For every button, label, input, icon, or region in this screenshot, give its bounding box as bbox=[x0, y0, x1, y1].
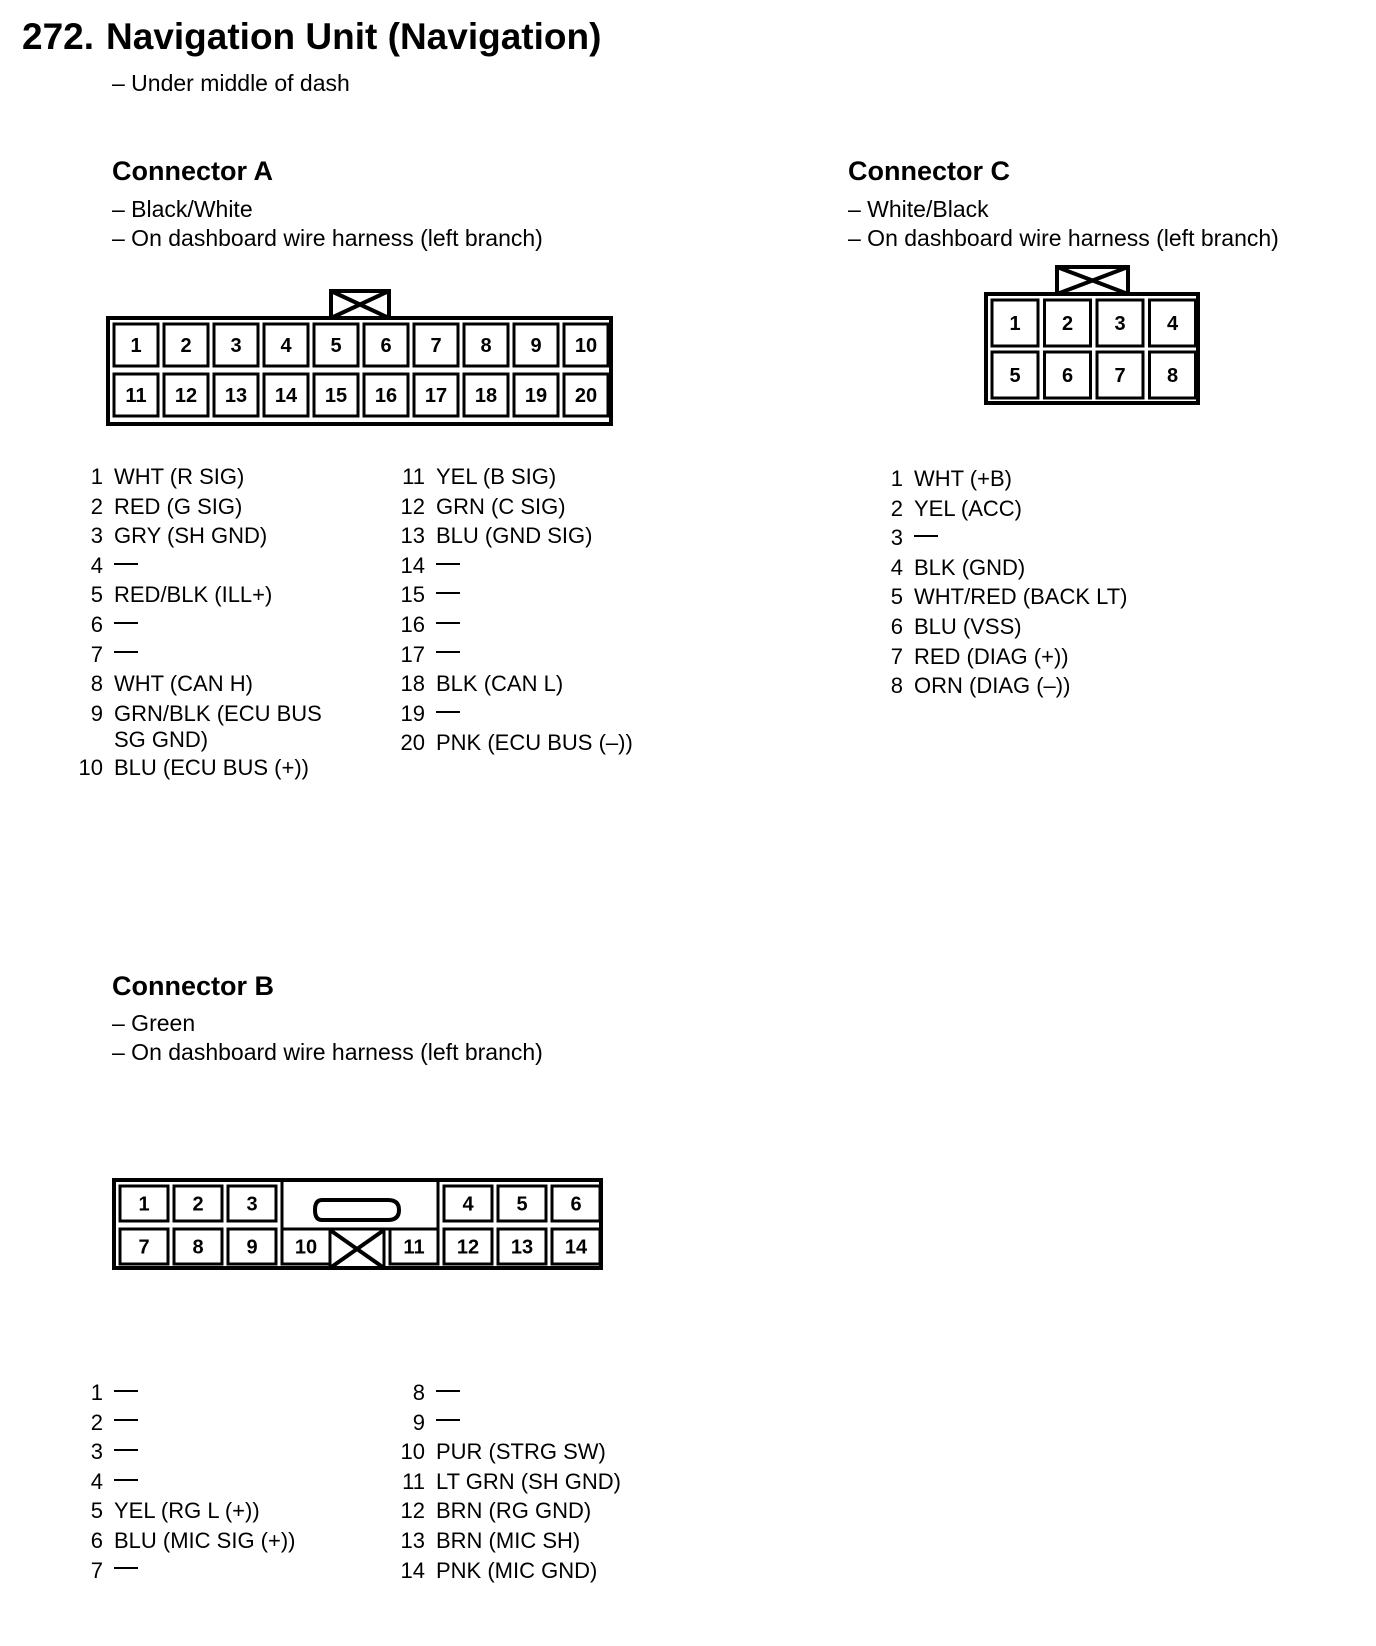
connector-b-pin-label: 11 bbox=[403, 1236, 425, 1259]
pin-number: 6 bbox=[90, 1527, 103, 1553]
no-wire-dash bbox=[436, 651, 460, 653]
pin-number: 10 bbox=[400, 1439, 425, 1465]
pin-wire: WHT (R SIG) bbox=[114, 464, 245, 489]
pin-row bbox=[72, 1437, 296, 1467]
pin-wire: WHT/RED (BACK LT) bbox=[914, 584, 1128, 610]
pin-wire: BLU (MIC SIG (+)) bbox=[114, 1527, 296, 1553]
pin-number: 2 bbox=[890, 495, 903, 521]
connector-b-location: – On dashboard wire harness (left branch) bbox=[112, 1039, 543, 1065]
pin-wire: ORN (DIAG (–)) bbox=[914, 673, 1071, 699]
pin-number: 4 bbox=[90, 552, 103, 578]
pin-wire bbox=[436, 1408, 458, 1438]
pin-number: 7 bbox=[90, 641, 103, 667]
connector-a-pin-label: 1 bbox=[130, 335, 142, 357]
pin-row bbox=[400, 1378, 621, 1408]
pin-number: 15 bbox=[400, 582, 425, 608]
connector-a-heading: Connector A bbox=[112, 156, 273, 186]
pin-wire bbox=[436, 551, 458, 581]
pin-row bbox=[72, 521, 329, 551]
pin-row bbox=[400, 728, 633, 758]
pin-number: 8 bbox=[890, 673, 903, 699]
pin-wire bbox=[114, 551, 136, 581]
pin-row bbox=[72, 610, 329, 640]
pin-row bbox=[72, 580, 329, 610]
connector-a-pin-label: 20 bbox=[574, 385, 598, 407]
pin-row bbox=[72, 1378, 296, 1408]
connector-c-pin-label: 1 bbox=[1009, 313, 1021, 335]
pin-number: 16 bbox=[400, 611, 425, 637]
pin-wire: RED/BLK (ILL+) bbox=[114, 582, 273, 608]
no-wire-dash bbox=[114, 1390, 138, 1392]
pin-row bbox=[400, 580, 633, 610]
pin-row bbox=[72, 1526, 296, 1556]
pin-wire bbox=[114, 1467, 136, 1497]
pin-number: 5 bbox=[90, 582, 103, 608]
connector-b-pins-left bbox=[72, 1378, 296, 1585]
pin-row bbox=[400, 610, 633, 640]
connector-a-pin-label: 19 bbox=[524, 385, 548, 407]
pin-wire bbox=[436, 1378, 458, 1408]
no-wire-dash bbox=[114, 1419, 138, 1421]
pin-row bbox=[885, 553, 1127, 583]
connector-b-pin-label: 9 bbox=[246, 1236, 258, 1259]
pin-row bbox=[885, 671, 1127, 701]
pin-wire: RED (G SIG) bbox=[114, 493, 243, 519]
pin-row bbox=[72, 640, 329, 670]
connector-c-pin-label: 8 bbox=[1166, 365, 1179, 387]
pin-wire: BLU (GND SIG) bbox=[436, 523, 593, 549]
no-wire-dash bbox=[436, 1419, 460, 1421]
pin-row bbox=[400, 1496, 621, 1526]
no-wire-dash bbox=[436, 1390, 460, 1392]
no-wire-dash bbox=[114, 1567, 138, 1569]
connector-b-pin-label: 10 bbox=[294, 1236, 318, 1259]
pin-number: 8 bbox=[90, 671, 103, 697]
pin-number: 11 bbox=[402, 464, 425, 489]
connector-c-pins bbox=[885, 464, 1127, 701]
connector-a-pin-label: 12 bbox=[174, 385, 198, 407]
pin-row bbox=[72, 551, 329, 581]
connector-b-pin-label: 14 bbox=[564, 1236, 588, 1259]
no-wire-dash bbox=[114, 1449, 138, 1451]
pin-wire: PNK (ECU BUS (–)) bbox=[436, 730, 633, 756]
pin-wire: GRY (SH GND) bbox=[114, 523, 268, 549]
connector-b-pin-label: 7 bbox=[138, 1236, 150, 1259]
pin-row bbox=[72, 699, 329, 753]
connector-a-pin-label: 18 bbox=[474, 385, 498, 407]
no-wire-dash bbox=[114, 622, 138, 624]
pin-row bbox=[72, 1408, 296, 1438]
no-wire-dash bbox=[114, 651, 138, 653]
connector-a-pin-label: 13 bbox=[224, 385, 248, 407]
pin-row bbox=[72, 1496, 296, 1526]
connector-b-pin-label: 4 bbox=[462, 1193, 474, 1216]
connector-c-pin-label: 5 bbox=[1009, 365, 1021, 387]
connector-a-pin-label: 2 bbox=[180, 335, 192, 357]
pin-row bbox=[72, 462, 329, 492]
no-wire-dash bbox=[114, 563, 138, 565]
no-wire-dash bbox=[436, 563, 460, 565]
connector-c-color: – White/Black bbox=[848, 196, 989, 222]
connector-a-pin-label: 15 bbox=[324, 385, 348, 407]
pin-row bbox=[400, 640, 633, 670]
connector-b-pin-label: 8 bbox=[192, 1236, 204, 1259]
pin-row bbox=[885, 494, 1127, 524]
no-wire-dash bbox=[114, 1479, 138, 1481]
connector-a-location: – On dashboard wire harness (left branch) bbox=[112, 225, 543, 251]
pin-number: 6 bbox=[90, 611, 103, 637]
pin-wire: BLU (VSS) bbox=[914, 613, 1022, 639]
pin-row bbox=[885, 582, 1127, 612]
pin-wire: GRN/BLK (ECU BUS SG GND) bbox=[114, 700, 322, 752]
pin-row bbox=[72, 669, 329, 699]
pin-number: 2 bbox=[90, 1409, 103, 1435]
connector-a-pin-label: 16 bbox=[374, 385, 398, 407]
connector-a-pin-label: 5 bbox=[330, 335, 342, 357]
pin-wire: RED (DIAG (+)) bbox=[914, 643, 1069, 669]
connector-c-heading: Connector C bbox=[848, 156, 1010, 186]
pin-row bbox=[400, 462, 633, 492]
connector-c-pin-label: 3 bbox=[1114, 313, 1126, 335]
pin-number: 17 bbox=[400, 641, 425, 667]
pin-number: 9 bbox=[90, 700, 103, 726]
pin-wire: LT GRN (SH GND) bbox=[436, 1468, 621, 1494]
pin-number: 4 bbox=[890, 554, 903, 580]
pin-number: 20 bbox=[400, 730, 425, 756]
pin-number: 18 bbox=[400, 671, 425, 697]
pin-row bbox=[885, 464, 1127, 494]
connector-b-pin-label: 12 bbox=[456, 1236, 480, 1259]
pin-number: 12 bbox=[400, 493, 425, 519]
connector-b-pin-label: 5 bbox=[516, 1193, 528, 1216]
pin-number: 3 bbox=[90, 523, 103, 549]
pin-wire bbox=[114, 1378, 136, 1408]
connector-b-pins-right bbox=[400, 1378, 621, 1585]
pin-number: 13 bbox=[400, 523, 425, 549]
pin-row bbox=[400, 669, 633, 699]
connector-a-pin-label: 4 bbox=[280, 335, 292, 357]
pin-wire: BRN (RG GND) bbox=[436, 1498, 592, 1524]
pin-wire: YEL (B SIG) bbox=[436, 464, 557, 489]
pin-wire: BRN (MIC SH) bbox=[436, 1527, 581, 1553]
pin-row bbox=[885, 642, 1127, 672]
pin-row bbox=[72, 1556, 296, 1586]
connector-a-color: – Black/White bbox=[112, 196, 253, 222]
connector-a-pins-left bbox=[72, 462, 329, 782]
connector-b-pin-label: 13 bbox=[510, 1236, 534, 1259]
pin-wire bbox=[436, 580, 458, 610]
pin-wire: BLK (GND) bbox=[914, 554, 1026, 580]
pin-row bbox=[400, 1467, 621, 1497]
pin-wire: WHT (+B) bbox=[914, 466, 1012, 491]
pin-row bbox=[400, 551, 633, 581]
no-wire-dash bbox=[914, 535, 938, 537]
pin-wire bbox=[436, 610, 458, 640]
no-wire-dash bbox=[436, 711, 460, 713]
pin-wire: BLU (ECU BUS (+)) bbox=[114, 754, 309, 780]
pin-number: 7 bbox=[890, 643, 903, 669]
connector-a-pin-label: 10 bbox=[574, 335, 598, 357]
pin-wire bbox=[436, 699, 458, 729]
connector-a-pin-label: 14 bbox=[274, 385, 298, 407]
pin-wire: BLK (CAN L) bbox=[436, 671, 564, 697]
pin-wire bbox=[114, 1437, 136, 1467]
pin-number: 10 bbox=[78, 754, 103, 780]
connector-b-pin-label: 2 bbox=[192, 1193, 204, 1216]
connector-b-color: – Green bbox=[112, 1010, 196, 1036]
pin-row bbox=[72, 492, 329, 522]
pin-row bbox=[400, 699, 633, 729]
pin-row bbox=[400, 1526, 621, 1556]
connector-a-pin-label: 6 bbox=[380, 335, 392, 357]
connector-c-pin-label: 6 bbox=[1061, 365, 1074, 387]
pin-number: 7 bbox=[90, 1557, 103, 1583]
pin-wire bbox=[114, 1408, 136, 1438]
connector-b-pin-label: 3 bbox=[246, 1193, 258, 1216]
pin-wire: GRN (C SIG) bbox=[436, 493, 566, 519]
connector-a-pin-label: 7 bbox=[430, 335, 442, 357]
connector-a-pin-label: 11 bbox=[125, 385, 147, 407]
pin-row bbox=[400, 1556, 621, 1586]
pin-number: 3 bbox=[90, 1439, 103, 1465]
pin-row bbox=[885, 612, 1127, 642]
no-wire-dash bbox=[436, 622, 460, 624]
pin-wire: PUR (STRG SW) bbox=[436, 1439, 606, 1465]
connector-c-location: – On dashboard wire harness (left branch) bbox=[848, 225, 1279, 251]
pin-wire: WHT (CAN H) bbox=[114, 671, 253, 697]
pin-row bbox=[885, 523, 1127, 553]
pin-wire: YEL (RG L (+)) bbox=[114, 1498, 260, 1524]
pin-number: 8 bbox=[412, 1380, 425, 1405]
unit-location: – Under middle of dash bbox=[112, 70, 350, 96]
pin-number: 3 bbox=[890, 525, 903, 551]
connector-a-pin-label: 9 bbox=[530, 335, 542, 357]
pin-number: 1 bbox=[90, 1380, 103, 1405]
pin-number: 13 bbox=[400, 1527, 425, 1553]
pin-wire bbox=[914, 523, 936, 553]
connector-a-pin-label: 17 bbox=[424, 385, 448, 407]
connector-a-diagram bbox=[108, 291, 611, 424]
pin-number: 4 bbox=[90, 1468, 103, 1494]
title-text: Navigation Unit (Navigation) bbox=[106, 16, 602, 57]
connector-a-pin-label: 3 bbox=[230, 335, 242, 357]
pin-number: 14 bbox=[400, 1557, 425, 1583]
pin-wire bbox=[114, 1556, 136, 1586]
pin-number: 9 bbox=[412, 1409, 425, 1435]
pin-row bbox=[400, 1437, 621, 1467]
pin-number: 2 bbox=[90, 493, 103, 519]
pin-row bbox=[72, 1467, 296, 1497]
pin-wire: PNK (MIC GND) bbox=[436, 1557, 598, 1583]
title-number: 272. bbox=[22, 16, 95, 57]
connector-b-pin-label: 1 bbox=[138, 1193, 150, 1216]
pin-row bbox=[400, 492, 633, 522]
no-wire-dash bbox=[436, 592, 460, 594]
pin-wire bbox=[114, 610, 136, 640]
connector-c-diagram bbox=[986, 267, 1198, 403]
pin-number: 1 bbox=[90, 464, 103, 489]
pin-number: 6 bbox=[890, 613, 903, 639]
pin-row bbox=[400, 1408, 621, 1438]
connector-a-pins-right bbox=[400, 462, 633, 758]
pin-wire bbox=[114, 640, 136, 670]
pin-number: 5 bbox=[90, 1498, 103, 1524]
pin-wire bbox=[436, 640, 458, 670]
pin-number: 14 bbox=[400, 552, 425, 578]
pin-number: 5 bbox=[890, 584, 903, 610]
connector-c-pin-label: 7 bbox=[1114, 365, 1126, 387]
pin-row bbox=[72, 753, 329, 783]
connector-c-pin-label: 2 bbox=[1061, 313, 1074, 335]
pin-number: 19 bbox=[400, 700, 425, 726]
pin-number: 11 bbox=[402, 1468, 425, 1494]
pin-row bbox=[400, 521, 633, 551]
connector-b-pin-label: 6 bbox=[570, 1193, 582, 1216]
pin-wire: YEL (ACC) bbox=[914, 495, 1022, 521]
pin-number: 1 bbox=[890, 466, 903, 491]
pin-number: 12 bbox=[400, 1498, 425, 1524]
connector-b-heading: Connector B bbox=[112, 971, 274, 1001]
connector-c-pin-label: 4 bbox=[1166, 313, 1179, 335]
connector-b-diagram bbox=[114, 1180, 601, 1268]
connector-a-pin-label: 8 bbox=[480, 335, 492, 357]
